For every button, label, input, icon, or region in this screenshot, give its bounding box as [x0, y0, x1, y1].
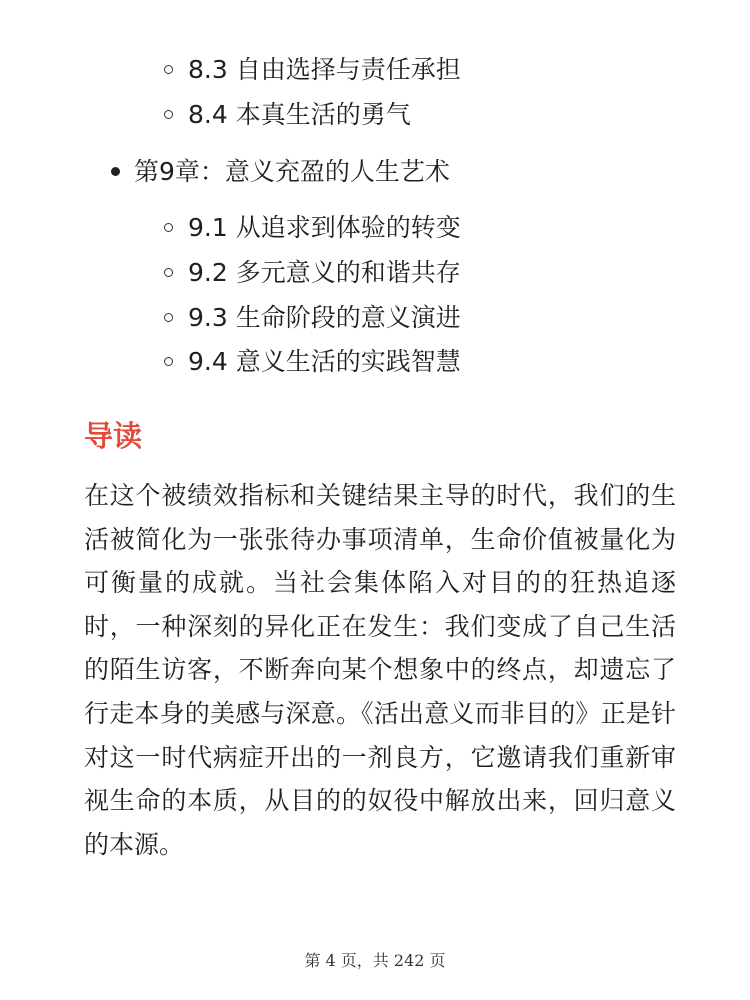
section-heading: 导读 — [84, 419, 143, 453]
toc-subitem-9-1[interactable] — [188, 208, 461, 248]
hollow-bullet-icon — [164, 268, 173, 277]
toc-subitem-8-3[interactable] — [188, 50, 461, 90]
toc-subitem-8-4[interactable] — [188, 95, 411, 135]
hollow-bullet-icon — [164, 110, 173, 119]
toc-subitem-9-4[interactable] — [188, 342, 461, 382]
toc-chapter-9[interactable] — [134, 152, 450, 192]
toc-subitem-label: 9.1 从追求到体验的转变 — [188, 213, 461, 242]
toc-subitem-label: 9.4 意义生活的实践智慧 — [188, 347, 461, 376]
filled-bullet-icon — [111, 167, 120, 176]
hollow-bullet-icon — [164, 223, 173, 232]
intro-paragraph: 在这个被绩效指标和关键结果主导的时代，我们的生活被简化为一张张待办事项清单，生命价值被量化为可衡量的成就。当社会集体陷入对目的的狂热追逐时，一种深刻的异化正在发生：我们变成了自己生活的陌生访客，不断奔向某个想象中的终点，却遗忘了行走本身的美感与深意。《活出意义而非目的》正是针对这一时代病症开出的一剂良方，它邀请我们重新审视生命的本质，从目的的奴役中解放出来，回归意义的本源。 — [84, 481, 676, 859]
toc-subitem-label: 9.2 多元意义的和谐共存 — [188, 258, 461, 287]
hollow-bullet-icon — [164, 357, 173, 366]
toc-subitem-label: 8.4 本真生活的勇气 — [188, 100, 411, 129]
toc-chapter-label: 第9章：意义充盈的人生艺术 — [134, 157, 450, 186]
hollow-bullet-icon — [164, 65, 173, 74]
toc-subitem-9-3[interactable] — [188, 298, 461, 338]
toc-subitem-label: 8.3 自由选择与责任承担 — [188, 55, 461, 84]
page-number: 第 4 页，共 242 页 — [304, 951, 446, 970]
hollow-bullet-icon — [164, 313, 173, 322]
toc-subitem-label: 9.3 生命阶段的意义演进 — [188, 303, 461, 332]
toc-subitem-9-2[interactable] — [188, 253, 461, 293]
